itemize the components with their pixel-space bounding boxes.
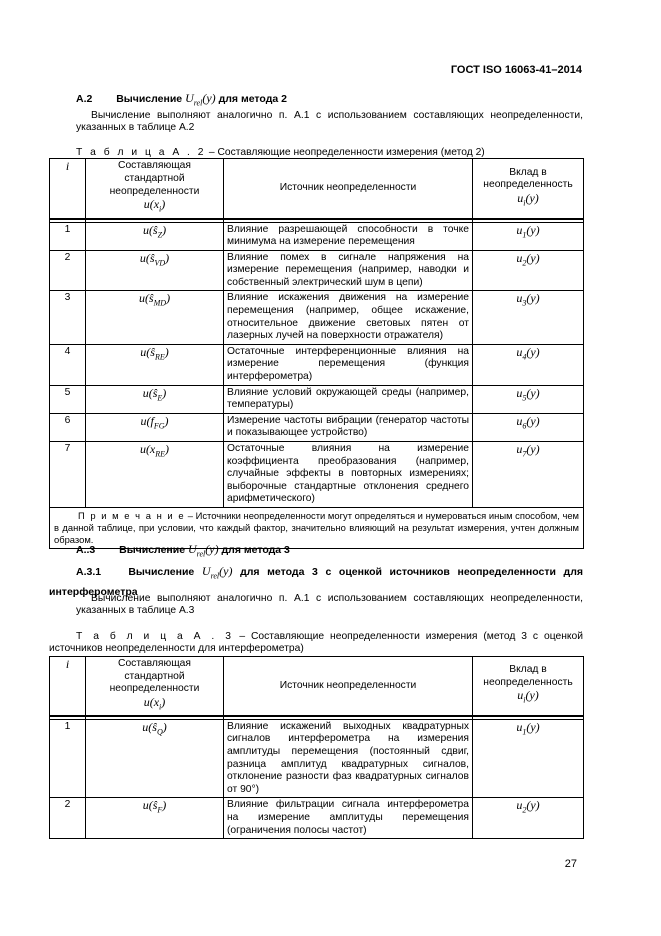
row-contribution: $u_1(y)$: [516, 719, 540, 737]
col-contrib-symbol: $u_i(y)$: [517, 190, 539, 208]
row-contribution: $u_2(y)$: [516, 250, 540, 268]
col-component-header: Составляющая стандартной неопределенности: [109, 160, 200, 197]
uncertainty-table-a3: [49, 656, 584, 839]
row-contribution: $u_1(y)$: [516, 222, 540, 239]
document-header: ГОСТ ISO 16063-41–2014: [450, 64, 582, 76]
table-row: 1 $u(ŝ_Z)$ Влияние разрешающей способности в точке минимума на измерение перемещения $u_1(y)$: [50, 222, 584, 250]
row-contribution: $u_3(y)$: [516, 291, 540, 308]
table-row: 2 $u(ŝ_F)$ Влияние фильтрации сигнала интерферометра на измерение амплитуды перемещения (ограничения полосы частот) $u_2(y)$: [50, 798, 584, 839]
table-row: 7 $u(x_{RE})$ Остаточные влияния на измерение коэффициента преобразования (например, случайные эффекты в повторных измерениях; выборочные стандартные отклонения среднего арифметического) $u_7(y)$: [50, 442, 584, 508]
table-row: 3 $u(ŝ_{MD})$ Влияние искажения движения на измерение перемещения (например, общее искажение, относительное движение световых пятен от лазерных лучей на поверхности отражателя) $u_3(y)$: [50, 291, 584, 344]
col-contrib-header: Вклад в неопределенность: [483, 664, 573, 688]
col-contrib-symbol: $u_i(y)$: [517, 688, 539, 705]
section-title-pre: Вычисление: [128, 566, 195, 578]
col-component-symbol: $u(x_i)$: [143, 694, 166, 712]
row-component: $u(ŝ_{MD})$: [138, 291, 171, 308]
row-component: $u(ŝ_F)$: [142, 798, 167, 815]
row-component: $u(ŝ_Z)$: [142, 222, 167, 239]
section-title-pre: Вычисление: [119, 544, 186, 556]
col-source-header: Источник неопределенности: [224, 159, 473, 219]
table-header-row: [50, 657, 584, 716]
row-contribution: $u_5(y)$: [516, 385, 540, 403]
uncertainty-table-a2: [49, 158, 584, 549]
note-text: – Источники неопределенности могут определяться и нумероваться иным способом, чем в данной таблице, при условии, что каждый фактор, значительно влияющий на результат измерения, учтен должным образом.: [54, 509, 579, 545]
section-paragraph: Вычисление выполняют аналогично п. А.1 с использованием составляющих неопределенности, указанных в таблице А.2: [76, 110, 583, 134]
table-row: 2 $u(ŝ_{VD})$ Влияние помех в сигнале напряжения на измерение перемещения (например, наводки и собственный электрический шум в цепи) $u_2(y)$: [50, 250, 584, 291]
section-heading-a3: [76, 542, 290, 559]
table-row: 5 $u(ŝ_E)$ Влияние условий окружающей среды (например, температуры) $u_5(y)$: [50, 385, 584, 413]
table-caption: Т а б л и ц а А . 2 – Составляющие неопределенности измерения (метод 2): [76, 147, 485, 158]
row-component: $u(ŝ_Q)$: [142, 719, 167, 737]
row-component: $u(x_{RE})$: [139, 442, 170, 459]
section-number: А..3: [76, 544, 96, 556]
row-component: $u(ŝ_E)$: [142, 385, 167, 403]
col-i-header: i: [65, 159, 70, 173]
col-contrib-header: Вклад в неопределенность: [483, 166, 573, 191]
section-paragraph: Вычисление выполняют аналогично п. А.1 с использованием составляющих неопределенности, указанных в таблице А.3: [76, 593, 583, 617]
table-row: 6 $u(f_{FG})$ Измерение частоты вибрации (генератор частоты и показывающее устройство) $u_6(y)$: [50, 413, 584, 441]
col-source-header: Источник неопределенности: [224, 657, 473, 716]
section-number: А.2: [76, 93, 93, 105]
section-title-post: для метода 3: [221, 544, 290, 556]
page-number: 27: [564, 858, 577, 870]
section-title-post: для метода 3 с оценкой источников неопределенности для интерферометра: [49, 566, 584, 599]
section-number: А.3.1: [76, 566, 102, 578]
row-contribution: $u_4(y)$: [516, 344, 540, 362]
table-header-row: [50, 159, 584, 219]
row-contribution: $u_6(y)$: [516, 413, 540, 431]
row-component: $u(ŝ_{VD})$: [139, 250, 170, 268]
row-component: $u(f_{FG})$: [140, 413, 169, 431]
col-component-symbol: $u(x_i)$: [143, 197, 166, 214]
urel-formula: $U_{rel}(y)$: [201, 564, 233, 581]
table-row: 4 $u(ŝ_{RE})$ Остаточные интерференционные влияния на измерение перемещения (функция интерферометра) $u_4(y)$: [50, 344, 584, 385]
table-row: 1 $u(ŝ_Q)$ Влияние искажений выходных квадратурных сигналов интерферометра на измерения амплитуды перемещения (постоянный сдвиг, разница амплитуд квадратурных сигналов, отклонение разности фаз квадратурных сигналов от 90°) $u_1(y)$: [50, 719, 584, 798]
note-label: П р и м е ч а н и е: [78, 509, 186, 521]
row-contribution: $u_2(y)$: [516, 798, 540, 815]
urel-formula: $U_{rel}(y)$: [187, 542, 219, 559]
row-contribution: $u_7(y)$: [516, 442, 540, 459]
col-i-header: i: [65, 657, 70, 671]
section-title-pre: Вычисление: [116, 93, 183, 105]
section-heading-a2: [76, 91, 287, 108]
table-caption: Т а б л и ц а А . 3 – Составляющие неопределенности измерения (метод 3 с оценкой источников неопределенности для интерферометра): [49, 631, 583, 655]
col-component-header: Составляющая стандартной неопределенности: [109, 658, 200, 695]
urel-formula: $U_{rel}(y)$: [185, 91, 216, 108]
section-title-post: для метода 2: [218, 93, 287, 105]
row-component: $u(ŝ_{RE})$: [140, 344, 169, 362]
